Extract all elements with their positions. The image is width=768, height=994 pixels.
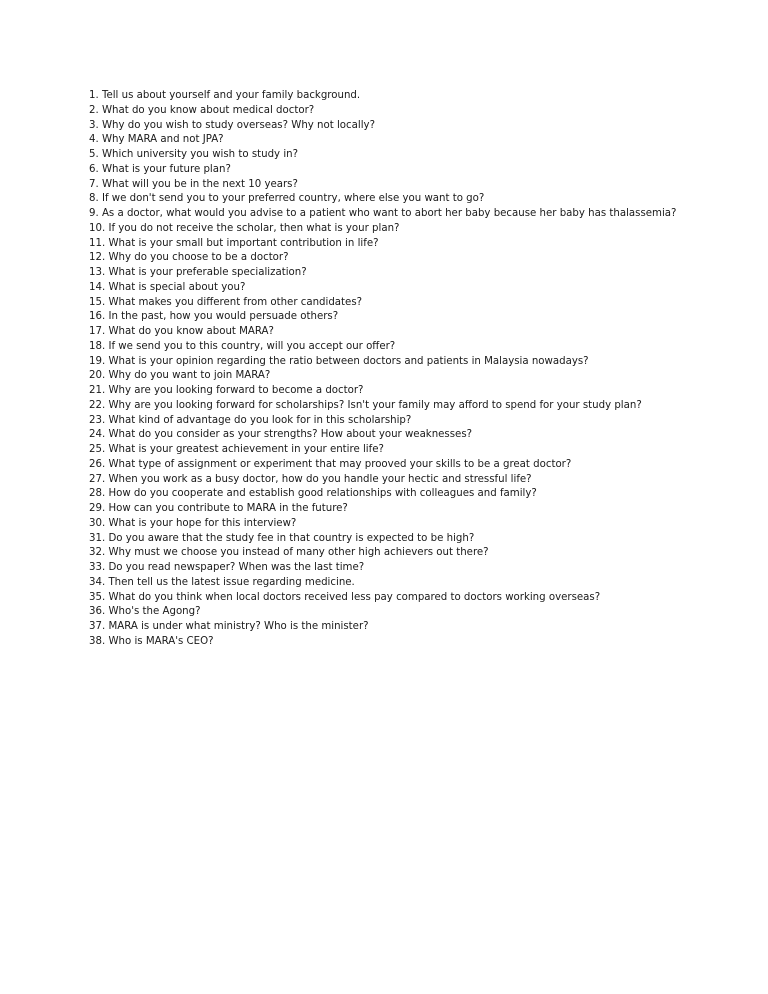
question-list (89, 89, 676, 650)
question-item: 28. How do you cooperate and establish good relationships with colleagues and family? (89, 488, 537, 500)
question-item: 34. Then tell us the latest issue regarding medicine. (89, 576, 355, 588)
question-item: 6. What is your future plan? (89, 163, 231, 175)
question-item: 14. What is special about you? (89, 281, 246, 293)
question-item: 26. What type of assignment or experiment that may prooved your skills to be a great doctor? (89, 458, 572, 470)
question-item: 9. As a doctor, what would you advise to a patient who want to abort her baby because her baby has thalassemia? (89, 208, 677, 219)
question-item: 4. Why MARA and not JPA? (89, 134, 224, 146)
question-item: 21. Why are you looking forward to become a doctor? (89, 385, 364, 396)
question-item: 5. Which university you wish to study in? (89, 149, 299, 160)
question-item: 10. If you do not receive the scholar, then what is your plan? (89, 222, 400, 234)
question-item: 33. Do you read newspaper? When was the last time? (89, 562, 365, 573)
question-item: 8. If we don't send you to your preferred country, where else you want to go? (89, 193, 485, 205)
question-item: 17. What do you know about MARA? (89, 326, 274, 337)
question-item: 23. What kind of advantage do you look for in this scholarship? (89, 414, 412, 426)
question-item: 13. What is your preferable specialization? (89, 267, 307, 278)
question-item: 20. Why do you want to join MARA? (89, 370, 271, 382)
question-item: 15. What makes you different from other candidates? (89, 296, 363, 308)
question-item: 1. Tell us about yourself and your family background. (89, 90, 361, 101)
question-item: 22. Why are you looking forward for scholarships? Isn't your family may afford to spend for your study plan? (89, 399, 642, 411)
question-item: 31. Do you aware that the study fee in that country is expected to be high? (89, 532, 475, 544)
question-item: 19. What is your opinion regarding the ratio between doctors and patients in Malaysia nowadays? (89, 355, 589, 367)
question-item: 18. If we send you to this country, will you accept our offer? (89, 340, 396, 352)
question-item: 2. What do you know about medical doctor? (89, 104, 315, 116)
question-item: 7. What will you be in the next 10 years? (89, 178, 298, 190)
question-item: 25. What is your greatest achievement in your entire life? (89, 444, 384, 455)
question-item: 27. When you work as a busy doctor, how do you handle your hectic and stressful life? (89, 473, 532, 485)
question-item: 24. What do you consider as your strengths? How about your weaknesses? (89, 429, 473, 441)
question-item: 37. MARA is under what ministry? Who is the minister? (89, 621, 369, 632)
question-item: 30. What is your hope for this interview? (89, 517, 297, 529)
question-item: 36. Who's the Agong? (89, 606, 201, 618)
question-item: 12. Why do you choose to be a doctor? (89, 252, 289, 264)
question-item: 16. In the past, how you would persuade others? (89, 311, 339, 323)
question-item: 38. Who is MARA's CEO? (89, 635, 214, 647)
question-item: 29. How can you contribute to MARA in the future? (89, 503, 348, 514)
question-item: 11. What is your small but important contribution in life? (89, 237, 379, 249)
question-item: 35. What do you think when local doctors received less pay compared to doctors working overseas? (89, 591, 601, 603)
question-item: 32. Why must we choose you instead of many other high achievers out there? (89, 547, 489, 559)
question-item: 3. Why do you wish to study overseas? Why not locally? (89, 119, 375, 131)
